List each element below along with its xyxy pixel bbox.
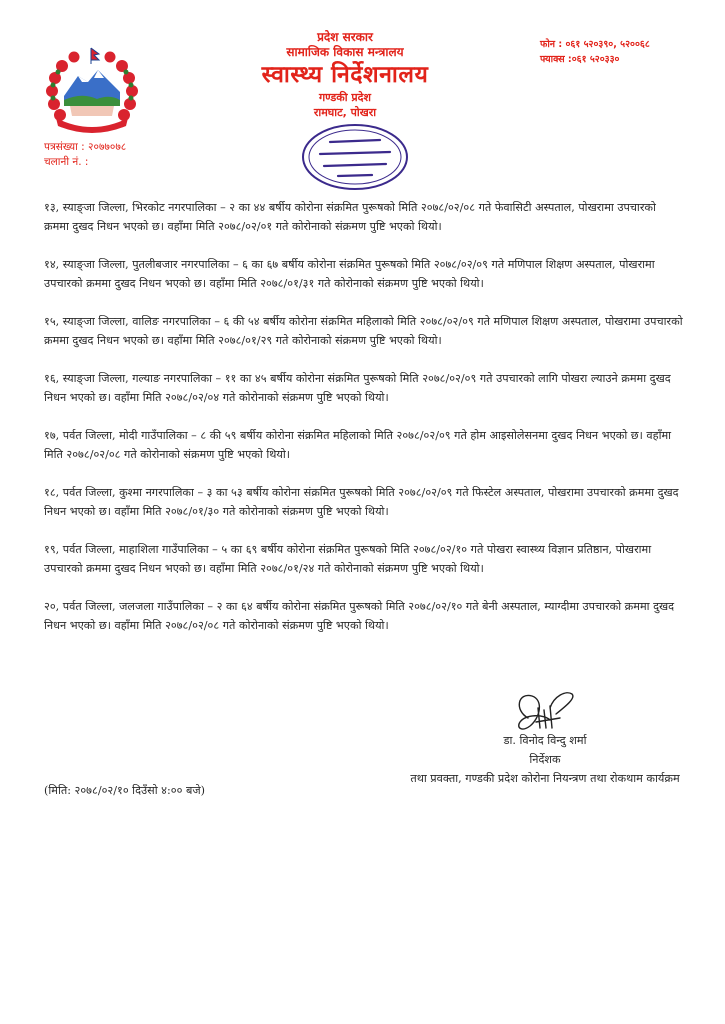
death-report-paragraph: १७, पर्वत जिल्ला, मोदी गाउँपालिका – ८ की ५९ बर्षीय कोरोना संक्रमित महिलाको मिति २०७८/०२/०९ गते होम आइसोलेसनमा दुखद निधन भएको छ। वहाँमा मिति २०७८/०२/०८ गते कोरोनाको संक्रमण पुष्टि भएको थियो। xyxy=(44,429,672,461)
letterhead-address: रामघाट, पोखरा xyxy=(313,106,377,119)
death-report-paragraph: १९, पर्वत जिल्ला, माहाशिला गाउँपालिका – ५ का ६९ बर्षीय कोरोना संक्रमित पुरूषको मिति २०७८/०२/१० गते पोखरा स्वास्थ्य विज्ञान प्रतिष्ठान, पोखरामा उपचारको क्रममा दुखद निधन भएको छ। वहाँमा मिति २०७८/०१/२४ गते कोरोनाको संक्रमण पुष्टि भएको थियो। xyxy=(44,543,652,575)
signature-block xyxy=(400,685,690,788)
office-stamp-icon xyxy=(300,122,410,192)
death-report-paragraph: १८, पर्वत जिल्ला, कुश्मा नगरपालिका – ३ का ५३ बर्षीय कोरोना संक्रमित पुरूषको मिति २०७८/०२/०९ गते फिस्टेल अस्पताल, पोखरामा उपचारको क्रममा दुखद निधन भएको छ। वहाँमा मिति २०७८/०१/३० गते कोरोनाको संक्रमण पुष्टि भएको थियो। xyxy=(44,486,679,518)
death-report-paragraph: १३, स्याङ्जा जिल्ला, भिरकोट नगरपालिका – २ का ४४ बर्षीय कोरोना संक्रमित पुरूषको मिति २०७८/०२/०८ गते फेवासिटी अस्पताल, पोखरामा उपचारको क्रममा दुखद निधन भएको छ। वहाँमा मिति २०७८/०२/०१ गते कोरोनाको संक्रमण पुष्टि भएको थियो। xyxy=(44,201,656,233)
letterhead-government: प्रदेश सरकार xyxy=(317,30,373,44)
phone-number: फोन : ०६१ ५२०३९०, ५२००६८ xyxy=(540,39,650,50)
signatory-name: डा. विनोद विन्दु शर्मा xyxy=(503,734,587,747)
fax-number: फ्याक्स :०६१ ५२०३३० xyxy=(540,54,620,65)
letterhead-province: गण्डकी प्रदेश xyxy=(318,91,371,104)
signatory-designation: निर्देशक xyxy=(529,753,561,766)
letterhead-title: स्वास्थ्य निर्देशनालय xyxy=(261,62,429,88)
letter-number: पत्रसंख्या : २०७७०७८ xyxy=(44,141,127,153)
letterhead xyxy=(150,30,540,120)
letterhead-ministry: सामाजिक विकास मन्त्रालय xyxy=(286,45,404,59)
nepal-emblem-icon xyxy=(42,44,142,136)
death-report-paragraph: १५, स्याङ्जा जिल्ला, वालिङ नगरपालिका – ६ की ५४ बर्षीय कोरोना संक्रमित महिलाको मिति २०७८/०२/०९ गते मणिपाल शिक्षण अस्पताल, पोखरामा उपचारको क्रममा दुखद निधन भएको छ। वहाँमा मिति २०७८/०१/२९ गते कोरोनाको संक्रमण पुष्टि भएको थियो। xyxy=(44,315,683,347)
death-report-paragraph: २०, पर्वत जिल्ला, जलजला गाउँपालिका – २ का ६४ बर्षीय कोरोना संक्रमित पुरूषको मिति २०७८/०२/१० गते बेनी अस्पताल, म्याग्दीमा उपचारको क्रममा दुखद निधन भएको छ। वहाँमा मिति २०७८/०२/०८ गते कोरोनाको संक्रमण पुष्टि भएको थियो। xyxy=(44,600,675,632)
reference-block xyxy=(44,140,126,170)
dispatch-number: चलानी नं. : xyxy=(44,156,89,168)
death-report-paragraph: १६, स्याङ्जा जिल्ला, गल्याङ नगरपालिका – ११ का ४५ बर्षीय कोरोना संक्रमित पुरूषको मिति २०७८/०२/०९ गते उपचारको लागि पोखरा ल्याउने क्रममा दुखद निधन भएको छ। वहाँमा मिति २०७८/०२/०४ गते कोरोनाको संक्रमण पुष्टि भएको थियो। xyxy=(44,372,671,404)
letter-body xyxy=(44,198,684,654)
contact-block xyxy=(540,37,650,67)
signatory-role: तथा प्रवक्ता, गण्डकी प्रदेश कोरोना नियन्त्रण तथा रोकथाम कार्यक्रम xyxy=(410,772,680,785)
issue-dateline: (मिति: २०७८/०२/१० दिउँसो ४:०० बजे) xyxy=(44,784,206,797)
death-report-paragraph: १४, स्याङ्जा जिल्ला, पुतलीबजार नगरपालिका – ६ का ६७ बर्षीय कोरोना संक्रमित पुरूषको मिति २०७८/०२/०९ गते मणिपाल शिक्षण अस्पताल, पोखरामा उपचारको क्रममा दुखद निधन भएको छ। वहाँमा मिति २०७८/०१/३१ गते कोरोनाको संक्रमण पुष्टि भएको थियो। xyxy=(44,258,655,290)
